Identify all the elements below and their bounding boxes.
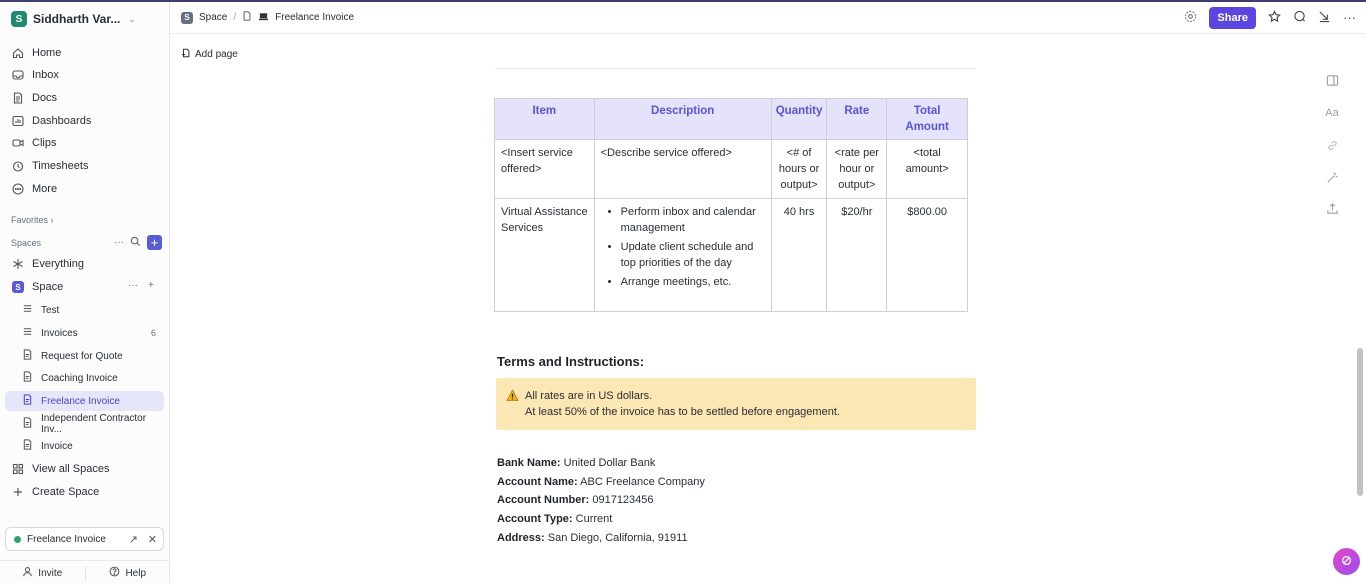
table-cell[interactable]: <rate per hour or output> — [827, 140, 887, 199]
list-item: • Update client schedule and top priorities of the day — [621, 239, 765, 271]
list-item-independent-contractor-invoice[interactable] — [22, 415, 162, 433]
nav-label: Home — [32, 47, 62, 59]
more-options-icon[interactable]: ··· — [114, 237, 124, 248]
plus-icon — [12, 486, 24, 498]
laptop-icon — [258, 11, 269, 25]
table-cell[interactable]: <total amount> — [887, 140, 968, 199]
comment-icon[interactable] — [1293, 10, 1306, 26]
workspace-switcher[interactable] — [11, 10, 136, 28]
invite-button[interactable] — [0, 566, 85, 580]
space-item[interactable] — [12, 278, 63, 296]
space-avatar: S — [181, 12, 193, 24]
bullet-list — [601, 204, 765, 290]
create-space-label: Create Space — [32, 486, 100, 498]
list-item: • Perform inbox and calendar management — [621, 204, 765, 236]
view-all-label: View all Spaces — [32, 463, 110, 475]
field-value: United Dollar Bank — [563, 457, 656, 469]
breadcrumb-doc[interactable]: Freelance Invoice — [275, 12, 355, 23]
field-value: 0917123456 — [592, 494, 654, 506]
add-page-button[interactable] — [181, 48, 238, 61]
list-item-invoices[interactable] — [22, 324, 162, 342]
add-space-button[interactable]: + — [147, 235, 162, 250]
add-page-icon — [181, 48, 191, 61]
scrollbar-thumb[interactable] — [1357, 348, 1363, 496]
timesheets-icon — [12, 160, 24, 172]
nav-timesheets[interactable] — [12, 157, 88, 175]
list-item-invoice[interactable] — [22, 437, 162, 455]
pinned-doc[interactable] — [5, 527, 164, 551]
doc-icon — [22, 439, 33, 453]
everything-icon — [12, 258, 24, 270]
collaborators-icon[interactable] — [1184, 10, 1197, 26]
item-count: 6 — [150, 328, 156, 338]
breadcrumb-separator: / — [233, 12, 237, 23]
collapse-icon[interactable] — [1318, 10, 1331, 26]
status-dot — [14, 536, 21, 543]
share-button[interactable]: Share — [1209, 7, 1256, 29]
address-line — [497, 532, 688, 544]
list-item-label: Freelance Invoice — [41, 395, 120, 407]
open-external-icon[interactable]: ↗ — [128, 533, 138, 546]
create-space[interactable] — [12, 483, 99, 501]
table-header[interactable]: Total Amount — [887, 99, 968, 140]
link-icon[interactable] — [1324, 137, 1340, 153]
text-style-icon[interactable]: Aa — [1325, 107, 1339, 119]
more-icon — [12, 183, 24, 195]
sidebar — [0, 2, 170, 583]
list-icon — [22, 326, 33, 340]
account-type-line — [497, 513, 612, 525]
ai-sparkle-icon — [1340, 554, 1353, 570]
table-header[interactable]: Quantity — [771, 99, 827, 140]
table-header[interactable]: Rate — [827, 99, 887, 140]
everything-label: Everything — [32, 258, 84, 270]
doc-icon — [22, 371, 33, 385]
table-row — [495, 140, 968, 199]
table-header[interactable]: Item — [495, 99, 595, 140]
list-item: • Arrange meetings, etc. — [621, 274, 765, 290]
list-item-test[interactable] — [22, 301, 162, 319]
star-icon[interactable] — [1268, 10, 1281, 26]
list-item-coaching-invoice[interactable] — [22, 369, 162, 387]
table-cell[interactable]: <Describe service offered> — [594, 140, 771, 199]
space-label: Space — [32, 281, 64, 293]
table-header-row — [495, 99, 968, 140]
doc-icon — [22, 417, 33, 431]
workspace-name: Siddharth Var... — [33, 12, 121, 26]
upload-icon[interactable] — [1324, 200, 1340, 216]
field-label: Account Name: — [497, 476, 578, 488]
callout-line: All rates are in US dollars. — [525, 390, 653, 402]
docs-icon — [12, 92, 24, 104]
list-item-freelance-invoice[interactable] — [22, 392, 162, 410]
account-name-line — [497, 476, 705, 488]
list-item-label: Coaching Invoice — [41, 372, 118, 384]
nav-inbox[interactable] — [12, 66, 59, 84]
help-icon — [109, 566, 120, 580]
list-item-request-for-quote[interactable] — [22, 347, 162, 365]
doc-icon — [22, 394, 33, 408]
divider — [495, 68, 976, 69]
nav-label: Clips — [32, 137, 57, 149]
more-options-icon[interactable]: ··· — [1343, 10, 1356, 25]
clips-icon — [12, 137, 24, 149]
field-value: ABC Freelance Company — [580, 476, 705, 488]
breadcrumb-space[interactable]: Space — [199, 12, 228, 23]
table-row — [495, 199, 968, 312]
bank-name-line — [497, 457, 655, 469]
add-page-label: Add page — [195, 49, 238, 60]
list-item-label: Invoice — [41, 440, 73, 452]
terms-callout[interactable] — [496, 378, 976, 430]
table-cell[interactable]: $20/hr — [827, 199, 887, 312]
pinned-label: Freelance Invoice — [27, 533, 106, 545]
spaces-label: Spaces — [11, 238, 42, 248]
table-cell[interactable]: 40 hrs — [771, 199, 827, 312]
inbox-icon — [12, 69, 24, 81]
grid-icon — [12, 463, 24, 475]
space-tools — [128, 280, 154, 291]
dashboards-icon — [12, 115, 24, 127]
sidebar-toggle-icon[interactable] — [1324, 72, 1340, 88]
space-avatar: S — [12, 281, 24, 293]
invoice-table — [494, 98, 968, 312]
everything-item[interactable] — [12, 255, 84, 273]
ai-assistant-button[interactable] — [1333, 548, 1360, 575]
nav-label: More — [32, 183, 58, 195]
top-bar — [170, 2, 1366, 34]
more-options-icon[interactable]: ··· — [128, 280, 138, 291]
doc-icon — [242, 11, 252, 24]
field-label: Bank Name: — [497, 457, 561, 469]
nav-label: Docs — [32, 92, 58, 104]
list-item-label: Invoices — [41, 327, 78, 339]
doc-icon — [22, 349, 33, 363]
warning-icon — [506, 389, 519, 407]
terms-heading: Terms and Instructions: — [497, 354, 645, 369]
list-item-label: Independent Contractor Inv... — [41, 413, 147, 435]
topbar-actions — [1184, 7, 1356, 29]
nav-clips[interactable] — [12, 134, 56, 152]
view-all-spaces[interactable] — [12, 460, 109, 478]
user-icon — [22, 566, 33, 580]
list-icon — [22, 303, 33, 317]
table-cell[interactable]: $800.00 — [887, 199, 968, 312]
nav-label: Inbox — [32, 69, 59, 81]
home-icon — [12, 47, 24, 59]
favorites-label[interactable]: Favorites › — [11, 215, 54, 225]
plus-icon[interactable]: + — [148, 280, 154, 291]
field-value: Current — [575, 513, 613, 525]
account-number-line — [497, 494, 654, 506]
field-label: Address: — [497, 532, 545, 544]
spaces-tools — [114, 235, 162, 250]
table-cell[interactable]: <Insert service offered> — [495, 140, 595, 199]
nav-more[interactable] — [12, 180, 57, 198]
close-icon[interactable]: ✕ — [147, 533, 157, 546]
nav-label: Timesheets — [32, 160, 89, 172]
list-item-label: Request for Quote — [41, 350, 123, 362]
search-icon[interactable] — [130, 236, 141, 250]
breadcrumb — [181, 11, 354, 25]
field-label: Account Type: — [497, 513, 573, 525]
workspace-avatar: S — [11, 11, 27, 27]
chevron-down-icon: ⌄ — [128, 13, 136, 24]
callout-line: At least 50% of the invoice has to be settled before engagement. — [525, 406, 840, 418]
magic-wand-icon[interactable] — [1324, 169, 1340, 185]
table-cell[interactable] — [594, 199, 771, 312]
table-cell[interactable]: <# of hours or output> — [771, 140, 827, 199]
sidebar-footer — [0, 560, 170, 585]
table-header[interactable]: Description — [594, 99, 771, 140]
help-label: Help — [125, 567, 147, 579]
invite-label: Invite — [38, 567, 63, 579]
nav-home[interactable] — [12, 44, 61, 62]
field-label: Account Number: — [497, 494, 590, 506]
help-button[interactable] — [86, 566, 171, 580]
nav-docs[interactable] — [12, 89, 57, 107]
field-value: San Diego, California, 91911 — [547, 532, 688, 544]
nav-label: Dashboards — [32, 115, 92, 127]
nav-dashboards[interactable] — [12, 112, 91, 130]
table-cell[interactable]: Virtual Assistance Services — [495, 199, 595, 312]
list-item-label: Test — [41, 304, 60, 316]
